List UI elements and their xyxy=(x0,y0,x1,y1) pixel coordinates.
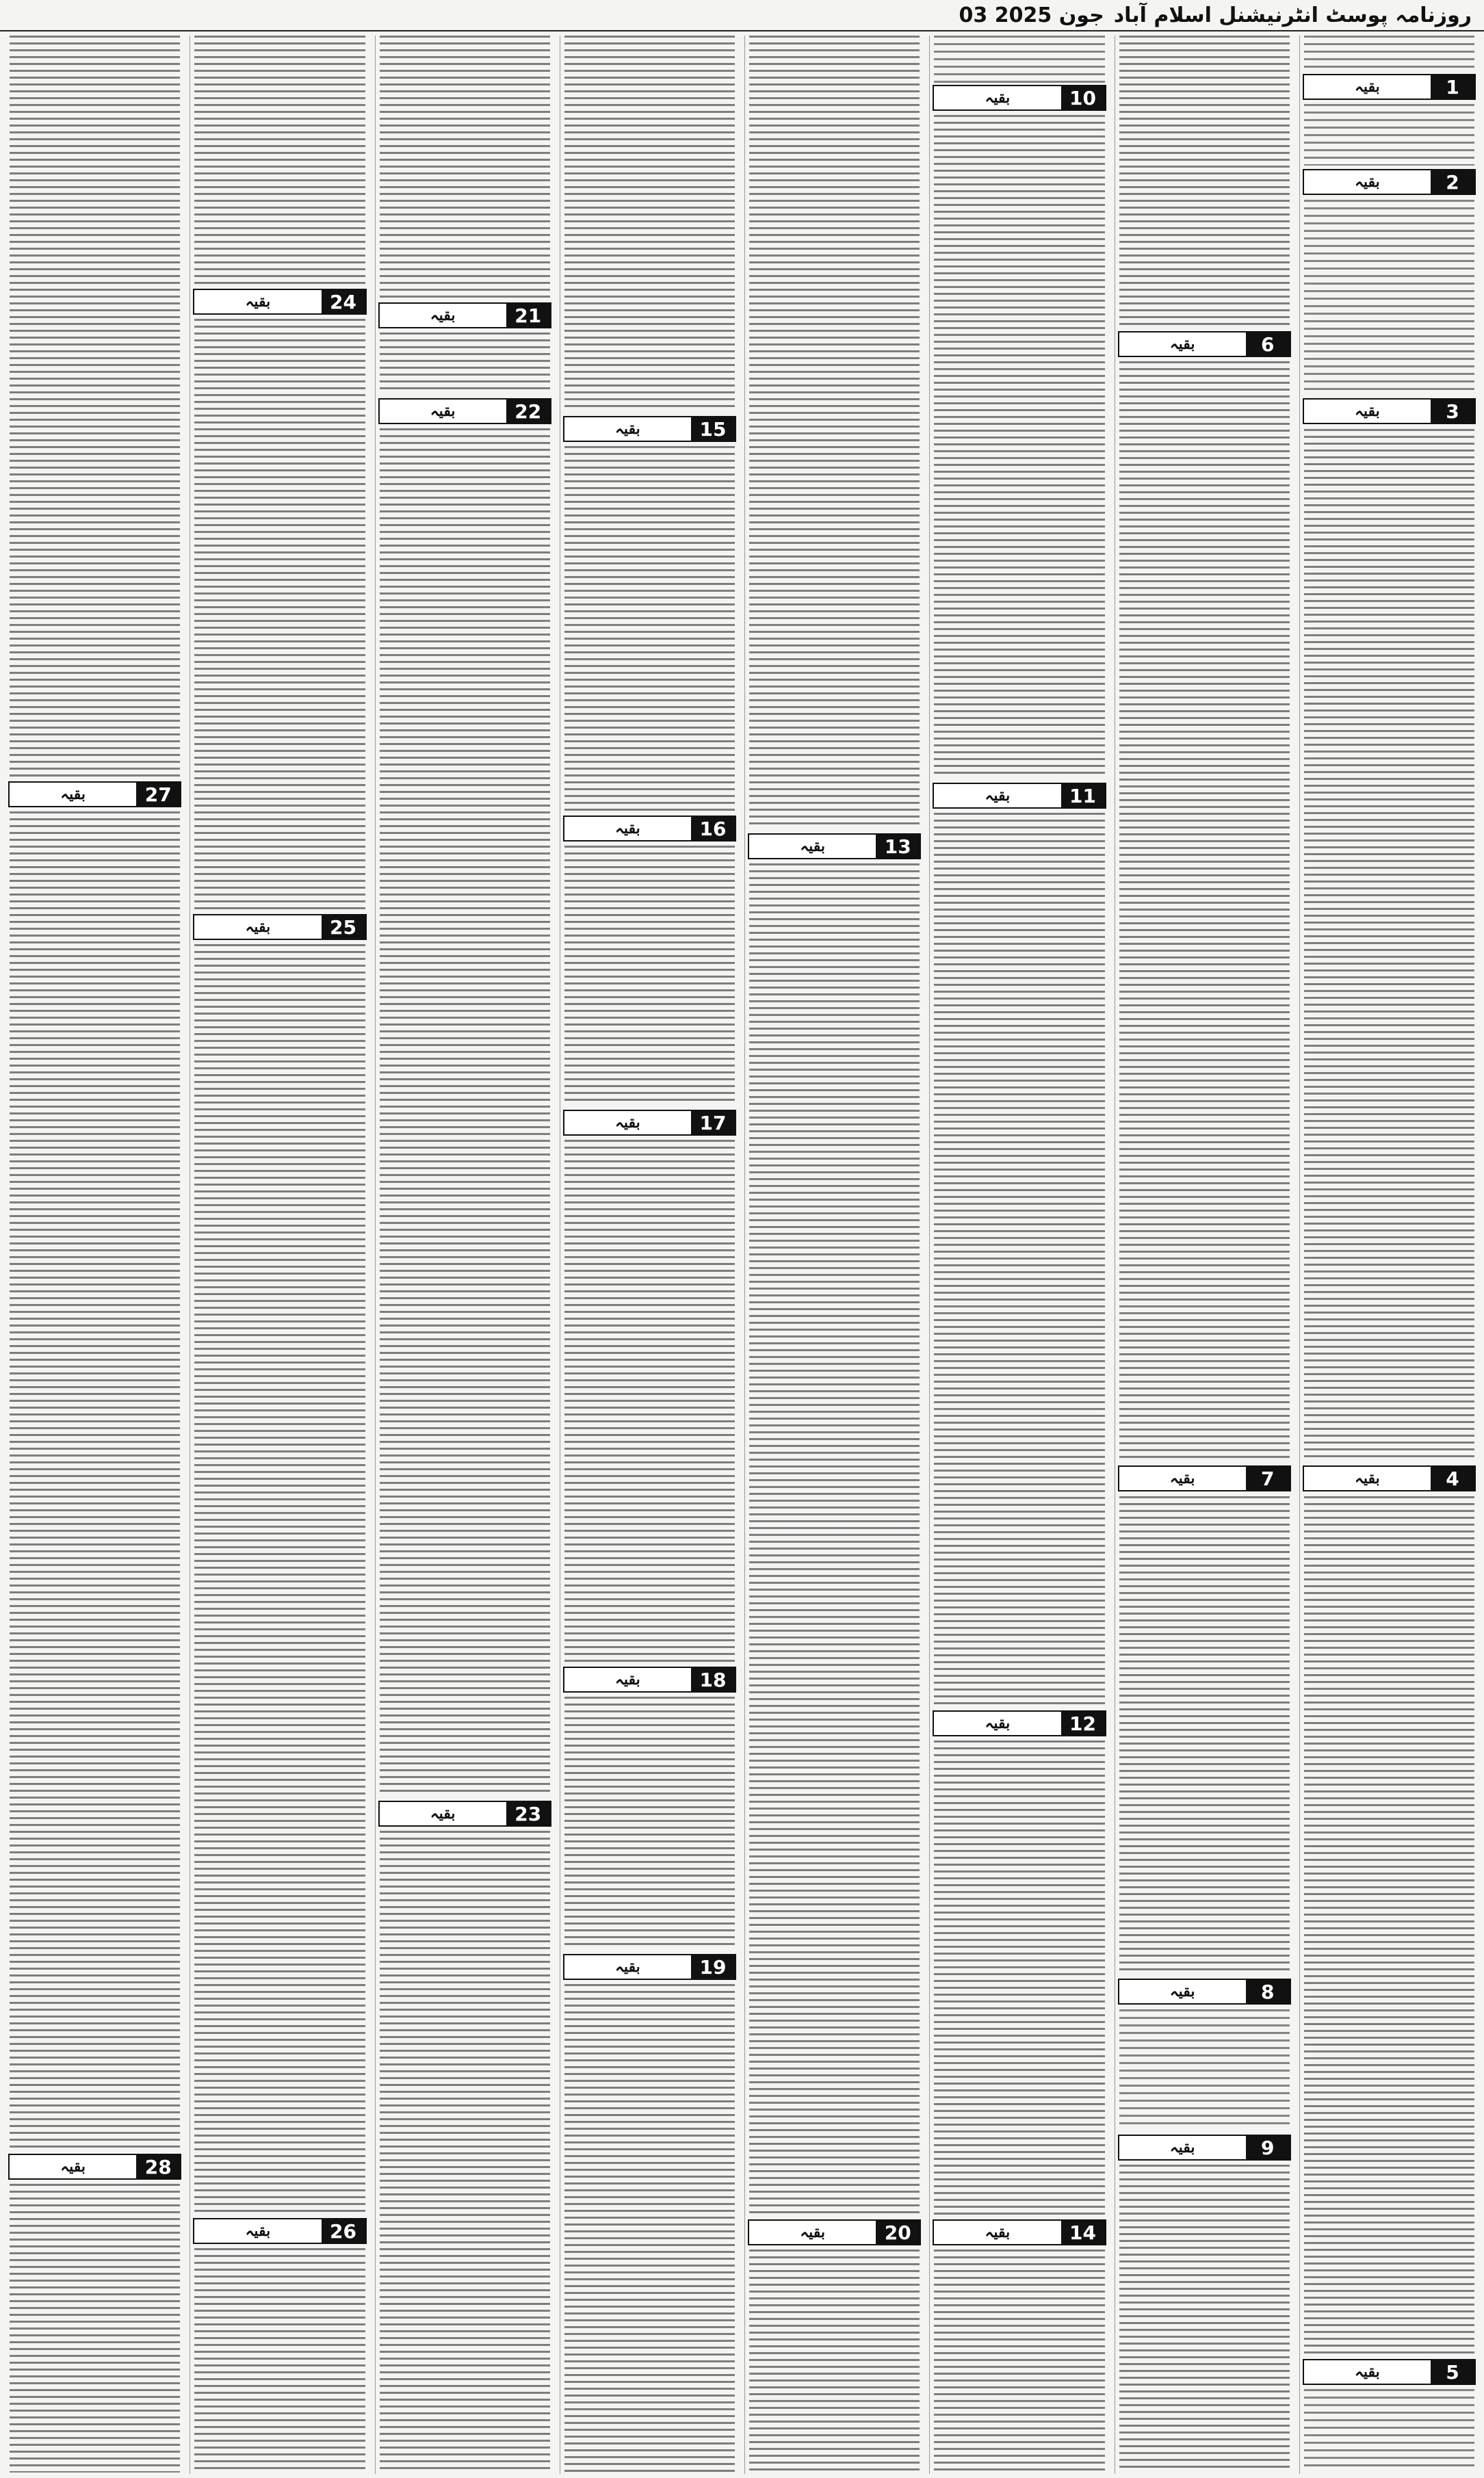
continuation-label: بقیہ xyxy=(1354,78,1380,96)
continuation-label: بقیہ xyxy=(245,918,271,936)
continuation-number: 17 xyxy=(691,1111,735,1134)
continuation-box-3 xyxy=(1303,398,1476,424)
column-3 xyxy=(929,36,1108,2474)
continuation-number: 27 xyxy=(136,783,180,806)
continuation-number: 5 xyxy=(1431,2360,1474,2384)
continuation-number: 8 xyxy=(1246,1980,1290,2003)
continuation-number: 9 xyxy=(1246,2136,1290,2159)
continuation-box-21 xyxy=(378,302,551,328)
continuation-box-16 xyxy=(563,816,736,842)
continuation-label: بقیہ xyxy=(985,787,1011,805)
column-8 xyxy=(5,36,184,2474)
continuation-label: بقیہ xyxy=(1169,1983,1195,2000)
column-7 xyxy=(190,36,369,2474)
continuation-number: 11 xyxy=(1061,784,1105,807)
continuation-number: 4 xyxy=(1431,1467,1474,1490)
continuation-number: 1 xyxy=(1431,75,1474,99)
column-5 xyxy=(560,36,739,2474)
continuation-number: 6 xyxy=(1246,332,1290,356)
continuation-label: بقیہ xyxy=(1354,2363,1380,2381)
continuation-box-11 xyxy=(933,783,1106,809)
continuation-box-23 xyxy=(378,1801,551,1827)
continuation-number: 21 xyxy=(506,304,550,327)
continuation-number: 15 xyxy=(691,417,735,441)
continuation-box-20 xyxy=(748,2219,921,2245)
continuation-box-1 xyxy=(1303,74,1476,100)
continuation-box-8 xyxy=(1118,1979,1291,2005)
continuation-label: بقیہ xyxy=(430,1805,456,1823)
continuation-number: 13 xyxy=(876,835,920,858)
continuation-label: بقیہ xyxy=(985,89,1011,107)
continuation-label: بقیہ xyxy=(1169,335,1195,353)
continuation-label: بقیہ xyxy=(614,1114,640,1132)
continuation-box-10 xyxy=(933,85,1106,111)
continuation-number: 18 xyxy=(691,1668,735,1691)
continuation-label: بقیہ xyxy=(1354,1470,1380,1487)
continuation-box-12 xyxy=(933,1710,1106,1736)
continuation-label: بقیہ xyxy=(614,1958,640,1976)
continuation-label: بقیہ xyxy=(1169,1470,1195,1487)
continuation-number: 16 xyxy=(691,817,735,840)
continuation-box-5 xyxy=(1303,2359,1476,2385)
continuation-box-27 xyxy=(8,781,181,807)
masthead-title: روزنامہ پوسٹ انٹرنیشنل اسلام آباد xyxy=(1113,3,1472,27)
continuation-label: بقیہ xyxy=(985,1714,1011,1732)
continuation-box-26 xyxy=(193,2218,366,2244)
continuation-box-22 xyxy=(378,398,551,424)
continuation-number: 26 xyxy=(322,2219,365,2243)
continuation-box-13 xyxy=(748,833,921,859)
continuation-number: 2 xyxy=(1431,170,1474,194)
masthead-date: 03 جون 2025 xyxy=(959,3,1104,27)
columns-container xyxy=(5,36,1479,2474)
continuation-number: 23 xyxy=(506,1802,550,1825)
continuation-number: 28 xyxy=(136,2155,180,2178)
continuation-label: بقیہ xyxy=(1354,173,1380,191)
continuation-number: 3 xyxy=(1431,400,1474,423)
continuation-number: 19 xyxy=(691,1955,735,1979)
continuation-label: بقیہ xyxy=(245,293,271,311)
masthead xyxy=(0,0,1484,31)
continuation-box-25 xyxy=(193,914,366,940)
continuation-label: بقیہ xyxy=(1354,402,1380,420)
continuation-label: بقیہ xyxy=(60,785,86,803)
continuation-number: 22 xyxy=(506,400,550,423)
continuation-box-4 xyxy=(1303,1465,1476,1491)
continuation-label: بقیہ xyxy=(800,2223,826,2241)
continuation-number: 14 xyxy=(1061,2221,1105,2244)
continuation-label: بقیہ xyxy=(985,2223,1011,2241)
column-1 xyxy=(1299,36,1479,2474)
continuation-label: بقیہ xyxy=(614,1671,640,1688)
continuation-box-15 xyxy=(563,416,736,442)
continuation-number: 20 xyxy=(876,2221,920,2244)
continuation-box-2 xyxy=(1303,169,1476,195)
continuation-label: بقیہ xyxy=(245,2222,271,2240)
column-6 xyxy=(375,36,554,2474)
continuation-number: 10 xyxy=(1061,86,1105,109)
continuation-number: 24 xyxy=(322,290,365,313)
column-4 xyxy=(744,36,924,2474)
continuation-box-28 xyxy=(8,2154,181,2180)
continuation-box-6 xyxy=(1118,331,1291,357)
continuation-label: بقیہ xyxy=(430,307,456,324)
continuation-number: 25 xyxy=(322,915,365,939)
continuation-label: بقیہ xyxy=(614,820,640,837)
continuation-label: بقیہ xyxy=(60,2158,86,2176)
continuation-box-7 xyxy=(1118,1465,1291,1491)
continuation-box-9 xyxy=(1118,2135,1291,2161)
continuation-number: 12 xyxy=(1061,1712,1105,1735)
continuation-box-17 xyxy=(563,1110,736,1136)
continuation-label: بقیہ xyxy=(614,420,640,438)
continuation-number: 7 xyxy=(1246,1467,1290,1490)
continuation-label: بقیہ xyxy=(800,837,826,855)
column-2 xyxy=(1115,36,1294,2474)
continuation-box-14 xyxy=(933,2219,1106,2245)
continuation-box-19 xyxy=(563,1954,736,1980)
continuation-box-24 xyxy=(193,289,366,315)
continuation-label: بقیہ xyxy=(430,402,456,420)
continuation-label: بقیہ xyxy=(1169,2139,1195,2156)
continuation-box-18 xyxy=(563,1667,736,1693)
